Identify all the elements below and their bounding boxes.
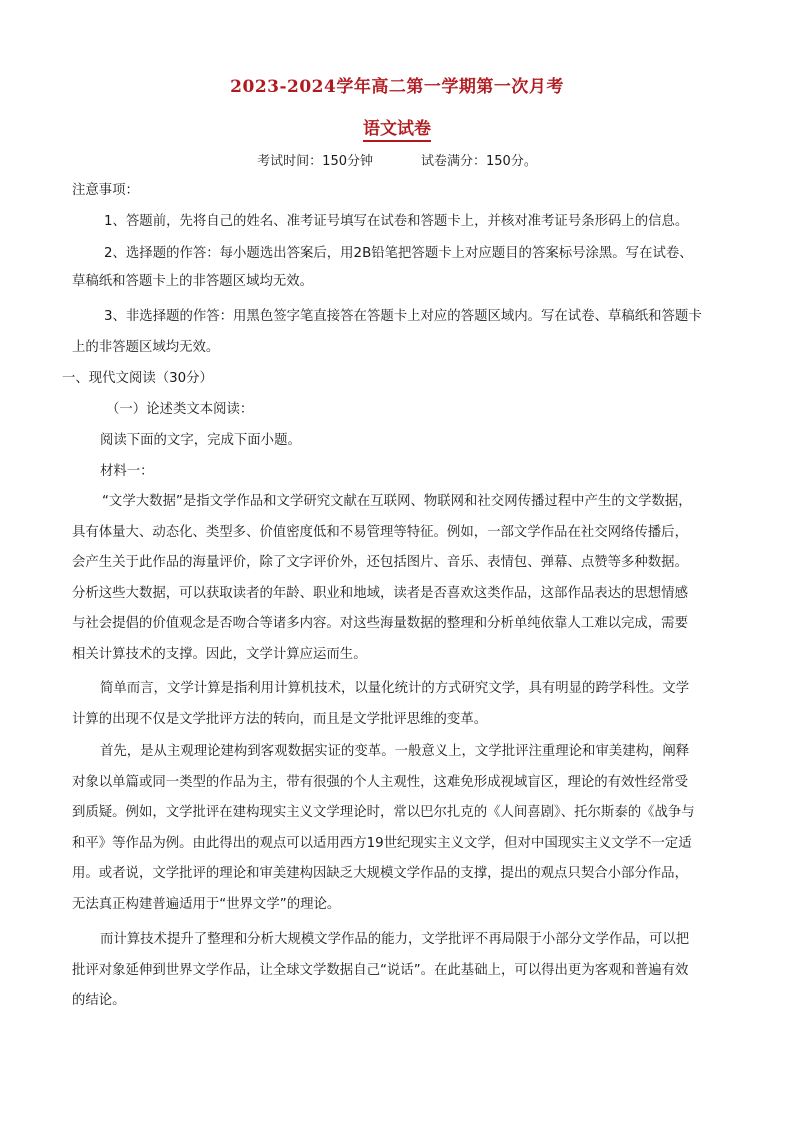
passage-paragraph-1: [72, 487, 722, 670]
full-score: 试卷满分：150分。: [421, 154, 537, 169]
section-title: 一、现代文阅读（30分）: [62, 371, 213, 386]
para-line: 用。或者说，文学批评的理论和审美建构因缺乏大规模文学作品的支撑，提出的观点只契合小部分作品，: [72, 866, 688, 881]
subject-label: 语文试卷: [363, 119, 431, 142]
section-instruction: 阅读下面的文字，完成下面小题。: [100, 433, 301, 448]
para-line: 首先，是从主观理论建构到客观数据实证的变革。一般意义上，文学批评注重理论和审美建构，阐释: [100, 744, 690, 759]
passage-paragraph-2: [72, 674, 722, 735]
para-line: 的结论。: [72, 993, 126, 1008]
exam-meta: [0, 150, 794, 169]
para-line: 而计算技术提升了整理和分析大规模文学作品的能力，文学批评不再局限于小部分文学作品，可以把: [100, 932, 690, 947]
para-line: 到质疑。例如，文学批评在建构现实主义文学理论时，常以巴尔扎克的《人间喜剧》、托尔斯泰的《战争与: [72, 805, 695, 820]
para-line: 简单而言，文学计算是指利用计算机技术，以量化统计的方式研究文学，具有明显的跨学科性。文学: [100, 681, 690, 696]
para-line: 与社会提倡的价值观念是否吻合等诸多内容。对这些海量数据的整理和分析单纯依靠人工难以完成，需要: [72, 616, 688, 631]
note-item-2-cont: 草稿纸和答题卡上的非答题区域均无效。: [72, 274, 314, 289]
note-item-1: 1、答题前，先将自己的姓名、准考证号填写在试卷和答题卡上，并核对准考证号条形码上的信息。: [104, 214, 689, 229]
section-subtitle: （一）论述类文本阅读：: [106, 402, 254, 417]
note-item-3: 3、非选择题的作答：用黑色签字笔直接答在答题卡上对应的答题区域内。写在试卷、草稿纸和答题卡: [104, 309, 702, 324]
para-line: 和平》等作品为例。由此得出的观点可以适用西方19世纪现实主义文学，但对中国现实主义文学不一定适: [72, 835, 692, 851]
para-line: 会产生关于此作品的海量评价，除了文字评价外，还包括图片、音乐、表情包、弹幕、点赞等多种数据。: [72, 555, 688, 570]
para-line: 批评对象延伸到世界文学作品，让全球文学数据自己“说话”。在此基础上，可以得出更为客观和普遍有效: [72, 962, 689, 978]
passage-paragraph-3: [72, 737, 722, 920]
material-label: 材料一：: [100, 464, 154, 479]
para-line: 计算的出现不仅是文学批评方法的转向，而且是文学批评思维的变革。: [72, 711, 488, 727]
exam-title: 2023-2024学年高二第一学期第一次月考: [230, 77, 564, 97]
notes-heading: 注意事项：: [72, 183, 139, 198]
note-item-3-cont: 上的非答题区域均无效。: [72, 340, 220, 355]
passage-paragraph-4: [72, 925, 722, 1017]
para-line: 对象以单篇或同一类型的作品为主，带有很强的个人主观性，这难免形成视域盲区，理论的有效性经常受: [72, 774, 688, 790]
para-line: 相关计算技术的支撑。因此，文学计算应运而生。: [72, 646, 367, 662]
para-line: 无法真正构建普遍适用于“世界文学”的理论。: [72, 896, 341, 912]
para-line: 具有体量大、动态化、类型多、价值密度低和不易管理等特征。例如，一部文学作品在社交网络传播后，: [72, 524, 688, 540]
exam-time: 考试时间：150分钟: [257, 154, 373, 169]
para-line: 分析这些大数据，可以获取读者的年龄、职业和地域，读者是否喜欢这类作品，这部作品表达的思想情感: [72, 585, 688, 601]
exam-subtitle: [0, 114, 794, 139]
note-item-2: 2、选择题的作答：每小题选出答案后，用2B铅笔把答题卡上对应题目的答案标号涂黑。写在试卷、: [104, 246, 693, 261]
para-line: “文学大数据”是指文学作品和文学研究文献在互联网、物联网和社交网传播过程中产生的文学数据，: [102, 494, 692, 509]
